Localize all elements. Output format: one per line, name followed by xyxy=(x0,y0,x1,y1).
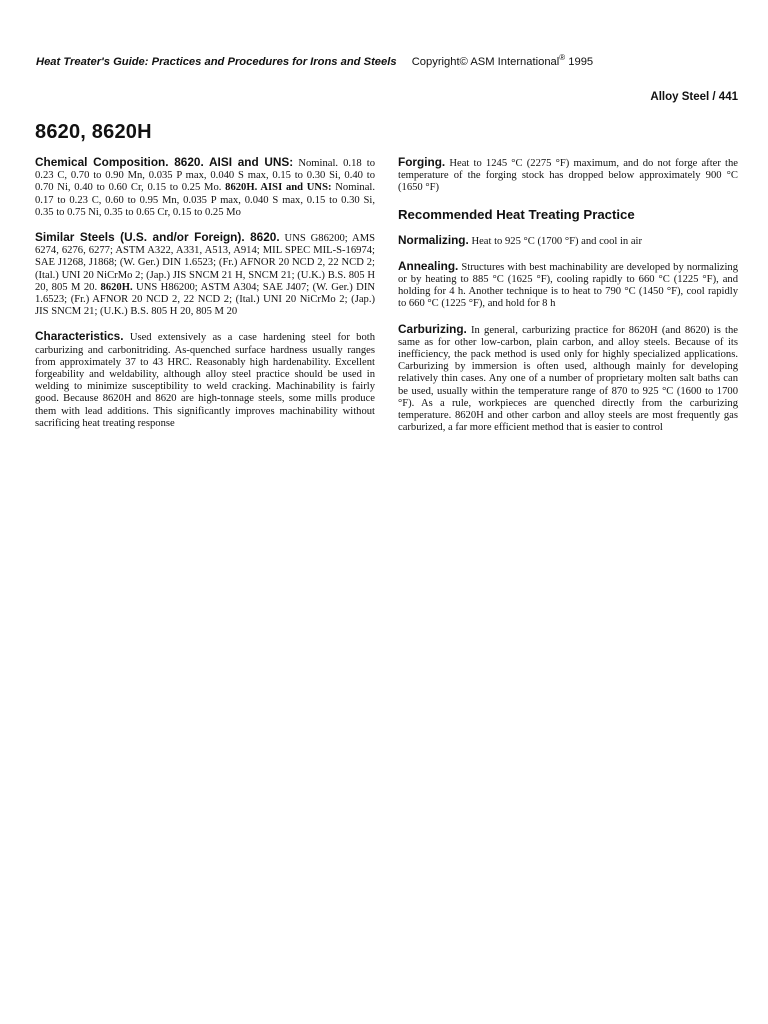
copyright-year: 1995 xyxy=(565,56,594,68)
annealing-body: Structures with best machinability are developed by normalizing or by heating to 885 °C (1625 °F), cooling rapidly to 660 °C (1225 °F), and holding for 4 h. Another technique is to heat to 790 °C (1450 °F), cool rapidly to 660 °C (1225 °F), and hold for 8 h xyxy=(398,261,738,310)
characteristics-section xyxy=(35,330,375,430)
chemical-composition-heading: Chemical Composition. 8620. AISI and UNS: xyxy=(35,155,294,169)
chemical-composition-8620h-label: 8620H. AISI and UNS: xyxy=(225,182,332,194)
chemical-composition-body: Nominal. 0.18 to 0.23 C, 0.70 to 0.90 Mn, 0.035 P max, 0.040 S max, 0.15 to 0.30 Si, 0.40 to 0.70 Ni, 0.40 to 0.60 Cr, 0.15 to 0.25 Mo. xyxy=(35,158,375,194)
characteristics-heading: Characteristics. xyxy=(35,329,124,344)
book-title: Heat Treater's Guide: Practices and Procedures for Irons and Steels xyxy=(36,56,397,68)
similar-steels-8620h-body: UNS H86200; ASTM A304; SAE J407; (W. Ger.) DIN 1.6523; (Fr.) AFNOR 20 NCD 2, 22 NCD 2; (Ital.) UNI 20 NiCrMo 2; (Jap.) JIS SNCM 21; (U.K.) B.S. 805 H 20, 805 M 20 xyxy=(35,281,375,318)
heat-treating-practice-heading: Recommended Heat Treating Practice xyxy=(398,206,635,222)
left-column xyxy=(35,156,375,442)
carburizing-section xyxy=(398,323,738,435)
annealing-heading: Annealing. xyxy=(398,258,459,273)
annealing-section xyxy=(398,260,738,311)
chemical-composition-section xyxy=(35,156,375,219)
normalizing-heading: Normalizing. xyxy=(398,232,469,247)
copyright-notice xyxy=(411,53,594,68)
forging-section xyxy=(398,156,738,195)
carburizing-heading: Carburizing. xyxy=(398,321,467,336)
normalizing-section xyxy=(398,234,738,248)
similar-steels-body: UNS G86200; AMS 6274, 6276, 6277; ASTM A322, A331, A513, A914; MIL SPEC MIL-S-16974; SAE J1268, J1868; (W. Ger.) DIN 1.6523; (Fr.) AFNOR 20 NCD 2, 22 NCD 2; (Ital.) UNI 20 NiCrMo 2; (Jap.) JIS SNCM 21 H, SNCM 21; (U.K.) B.S. 805 H 20, 805 M 20. xyxy=(35,233,376,293)
page-label: Alloy Steel / 441 xyxy=(650,91,738,103)
similar-steels-heading: Similar Steels (U.S. and/or Foreign). 8620. xyxy=(35,230,280,245)
right-column xyxy=(398,156,738,446)
page-title: 8620, 8620H xyxy=(35,121,152,143)
characteristics-body: Used extensively as a case hardening steel for both carburizing and carbonitriding. As-quenched surface hardness usually ranges from approximately 37 to 43 HRC. Reasonably high hardenability. Excellent forgeability and weldability, although alloy steel practice should be used in welding to minimize susceptibility to weld cracking. Machinability is fairly good. Because 8620H and 8620 are high-tonnage steels, some mills produce them with lead additions. This significantly improves machinability without sacrificing heat treating response xyxy=(35,332,375,429)
running-header xyxy=(36,53,736,68)
chemical-composition-8620h-body: Nominal. 0.17 to 0.23 C, 0.60 to 0.95 Mn, 0.035 P max, 0.040 S max, 0.15 to 0.30 Si, 0.35 to 0.75 Ni, 0.35 to 0.65 Cr, 0.15 to 0.25 Mo xyxy=(35,182,375,218)
copyright-text: Copyright© ASM International xyxy=(411,56,560,68)
similar-steels-8620h-label: 8620H. xyxy=(100,281,133,293)
normalizing-body: Heat to 925 °C (1700 °F) and cool in air xyxy=(468,235,643,247)
forging-body: Heat to 1245 °C (2275 °F) maximum, and do not forge after the temperature of the forging stock has dropped below approximately 900 °C (1650 °F) xyxy=(398,158,738,194)
forging-heading: Forging. xyxy=(398,155,446,169)
registered-mark: ® xyxy=(559,53,566,62)
similar-steels-section xyxy=(35,231,375,318)
carburizing-body: In general, carburizing practice for 8620H (and 8620) is the same as for other low-carbon, plain carbon, and alloy steels. Because of its inefficiency, the pack method is used only for highly specialized applications. Carburizing by immersion is often used, although mainly for developing relatively thin cases. Any one of a number of proprietary molten salt baths can be used, usually within the temperature range of 870 to 925 °C (1600 to 1700 °F). As a rule, workpieces are quenched directly from the carburizing temperature. 8620H and other carbon and alloy steels are most frequently gas carburized, a far more efficient method that is easier to control xyxy=(398,324,738,434)
